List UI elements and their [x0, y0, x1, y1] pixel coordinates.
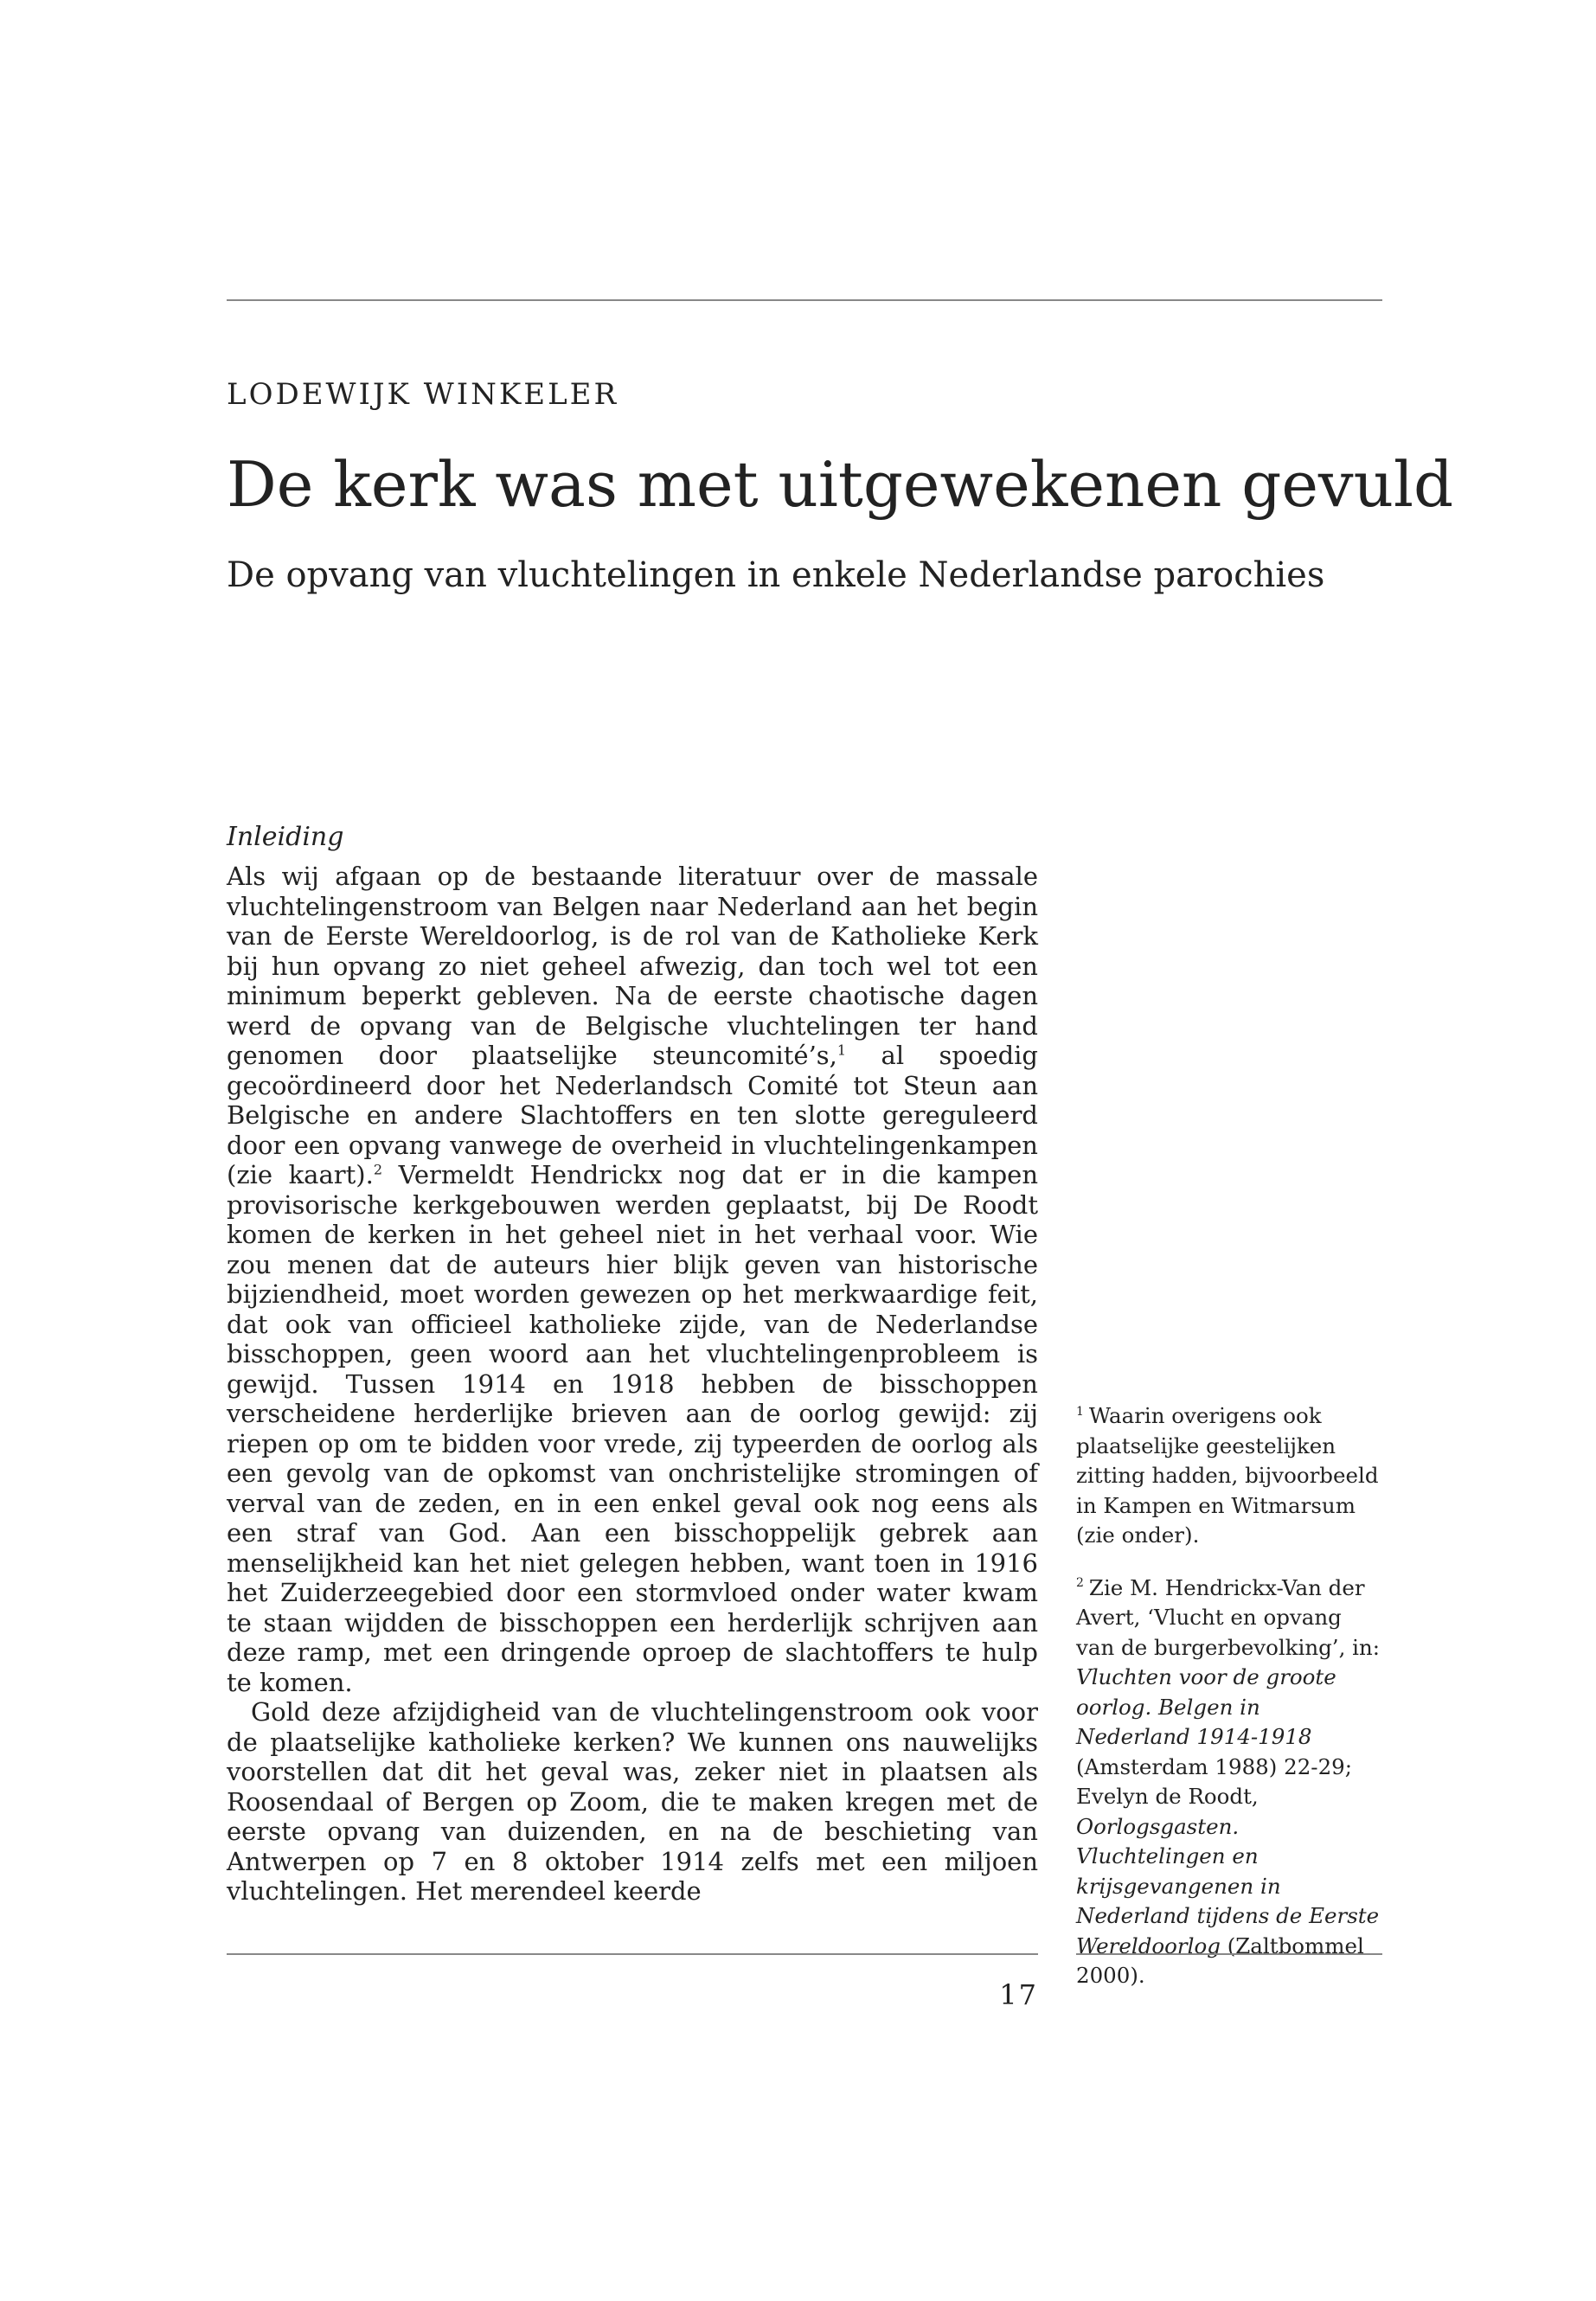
page-number: 17 — [999, 1978, 1038, 2011]
footnote-2-text-a: Zie M. Hendrickx-Van der Avert, ‘Vlucht en opvang van de burgerbevolking’, in: — [1076, 1574, 1381, 1660]
section-heading: Inleiding — [227, 822, 344, 852]
footnote-1-number: 1 — [1076, 1404, 1084, 1419]
paragraph-1 — [227, 862, 1038, 1697]
article-title: De kerk was met uitgewekenen gevuld — [227, 448, 1454, 521]
paragraph-1-part-c: Vermeldt Hendrickx nog dat er in die kampen provisorische kerkgebouwen werden geplaatst, bij De Roodt komen de kerken in het geheel niet in het verhaal voor. Wie zou menen dat de auteurs hier blijk geven van historische bijziendheid, moet worden gewezen op het merkwaardige feit, dat ook van officieel katholieke zijde, van de Nederlandse bisschoppen, geen woord aan het vluchtelingenprobleem is gewijd. Tussen 1914 en 1918 hebben de bisschoppen verscheidene herderlijke brieven aan de oorlog gewijd: zij riepen op om te bidden voor vrede, zij typeerden de oorlog als een gevolg van de opkomst van onchristelijke stromingen of verval van de zeden, en in een enkel geval ook nog eens als een straf van God. Aan een bisschoppelijk gebrek aan menselijkheid kan het niet gelegen hebben, want toen in 1916 het Zuiderzeegebied door een stormvloed onder water kwam te staan wijdden de bisschoppen een herderlijk schrijven aan deze ramp, met een dringende oproep de slachtoffers te hulp te komen. — [227, 1160, 1038, 1697]
footnote-2 — [1076, 1574, 1381, 1991]
footnote-1-text: Waarin overigens ook plaatselijke geestelijken zitting hadden, bijvoorbeeld in Kampen en Witmarsum (zie onder). — [1076, 1403, 1379, 1548]
bottom-rule-notes — [1076, 1953, 1382, 1955]
footnote-ref-1: 1 — [836, 1042, 847, 1059]
paragraph-2: Gold deze afzijdigheid van de vluchtelingenstroom ook voor de plaatselijke katholieke kerken? We kunnen ons nauwelijks voorstellen dat dit het geval was, zeker niet in plaatsen als Roosendaal of Bergen op Zoom, die te maken kregen met de eerste opvang van duizenden, en na de beschieting van Antwerpen op 7 en 8 oktober 1914 zelfs met een miljoen vluchtelingen. Het merendeel keerde — [227, 1697, 1038, 1906]
paragraph-1-part-b: al spoedig gecoördineerd door het Nederlandsch Comité tot Steun aan Belgische en andere Slachtoffers en ten slotte gereguleerd door een opvang vanwege de overheid in vluchtelingenkampen (zie kaart). — [227, 1041, 1038, 1189]
body-text — [227, 862, 1038, 1907]
top-rule — [227, 299, 1382, 301]
footnote-2-book-title-2: Oorlogsgasten. Vluchtelingen en krijsgevangenen in Nederland tijdens de Eerste Wereldoorlog — [1076, 1813, 1380, 1958]
footnote-2-number: 2 — [1076, 1576, 1084, 1591]
footnote-ref-2: 2 — [373, 1161, 382, 1178]
author-name: LODEWIJK WINKELER — [227, 377, 619, 412]
footnotes — [1076, 1401, 1381, 2014]
paragraph-1-part-a: Als wij afgaan op de bestaande literatuur over de massale vluchtelingenstroom van Belgen naar Nederland aan het begin van de Eerste Wereldoorlog, is de rol van de Katholieke Kerk bij hun opvang zo niet geheel afwezig, dan toch wel tot een minimum beperkt gebleven. Na de eerste chaotische dagen werd de opvang van de Belgische vluchtelingen ter hand genomen door plaatselijke steuncomité’s, — [227, 862, 1038, 1070]
bottom-rule-body — [227, 1953, 1038, 1955]
footnote-2-text-c: (Zaltbommel 2000). — [1076, 1932, 1364, 1988]
footnote-2-text-b: (Amsterdam 1988) 22-29; Evelyn de Roodt, — [1076, 1753, 1353, 1809]
article-subtitle: De opvang van vluchtelingen in enkele Nederlandse parochies — [227, 555, 1325, 595]
footnote-1 — [1076, 1401, 1381, 1551]
footnote-2-book-title: Vluchten voor de groote oorlog. Belgen in Nederland 1914-1918 — [1076, 1664, 1336, 1749]
